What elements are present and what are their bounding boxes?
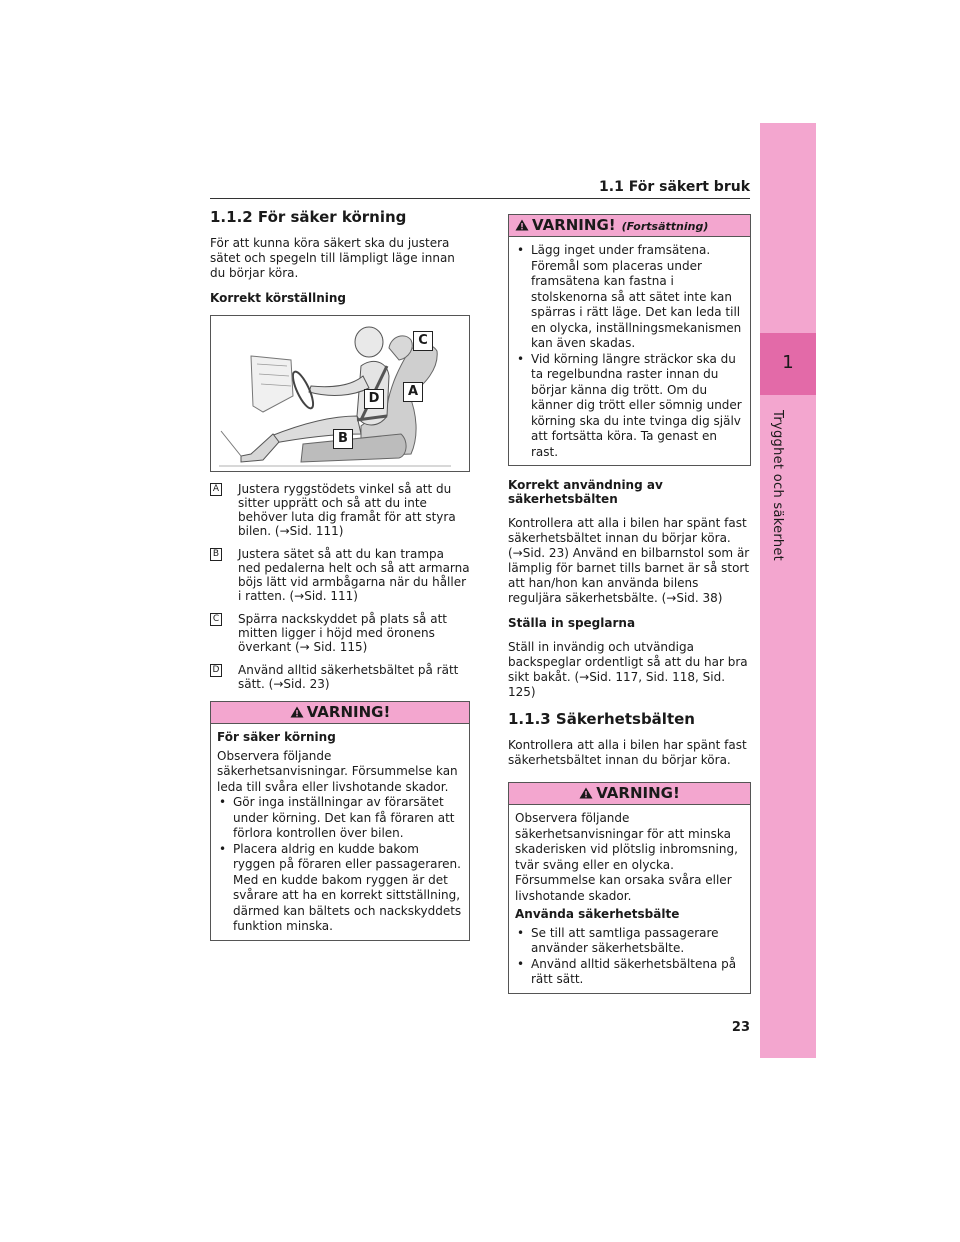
section-title-1-1-2: 1.1.2 För säker körning — [210, 208, 407, 226]
warning-header — [211, 702, 469, 724]
warning-subheading: För säker körning — [217, 730, 336, 744]
warning-bullet: • Se till att samtliga passagerare använder säkerhetsbälte. — [515, 926, 744, 957]
warning-header — [509, 783, 750, 805]
warning-bullet: • Använd alltid säkerhetsbältena på rätt sätt. — [515, 957, 744, 988]
warning-title: VARNING! — [596, 784, 680, 802]
legend-key-c: C — [210, 613, 222, 626]
warning-header — [509, 215, 750, 237]
mirror-heading: Ställa in speglarna — [508, 616, 636, 630]
legend-item-c — [210, 612, 470, 654]
chapter-side-tab — [760, 123, 816, 1058]
legend-text-d: Använd alltid säkerhetsbältet på rätt sätt. (→Sid. 23) — [238, 663, 459, 691]
legend-item-a — [210, 482, 470, 538]
warning-intro: Observera följande säkerhetsanvisningar för att minska skaderisken vid plötslig inbromsning, tvär sväng eller en olycka. Försummelse kan orsaka svåra eller livshotande skador. — [515, 811, 738, 903]
page-number: 23 — [731, 1020, 750, 1035]
warning-title: VARNING! — [306, 703, 391, 721]
warning-subheading: Använda säkerhetsbälte — [515, 907, 680, 921]
driving-posture-figure — [210, 315, 470, 472]
left-column — [210, 204, 470, 941]
warning-bullet: • Vid körning längre sträckor ska du ta regelbundna raster innan du börjar känna dig trött. Om du känner dig trött eller sömnig under körning ska du inte tvinga dig själv att fortsätta köra. Ta genast en rast. — [515, 352, 744, 461]
continued-label: (Fortsättning) — [621, 220, 709, 233]
legend-key-a: A — [210, 483, 222, 496]
figure-label-d: D — [364, 389, 384, 409]
warning-box-continued — [508, 214, 751, 466]
warning-box-seatbelts — [508, 782, 751, 994]
warning-bullet: • Gör inga inställningar av förarsätet under körning. Det kan få föraren att förlora kontrollen över bilen. — [217, 795, 463, 842]
legend-item-b — [210, 547, 470, 603]
figure-label-c: C — [413, 331, 433, 351]
warning-triangle-icon — [579, 787, 593, 799]
belt-usage-heading: Korrekt användning av säkerhetsbälten — [508, 478, 663, 506]
legend-key-b: B — [210, 548, 222, 561]
running-header: 1.1 För säkert bruk — [599, 179, 750, 195]
header-rule — [210, 198, 750, 199]
mirror-paragraph: Ställ in invändig och utvändiga backspeglar ordentligt så att du har bra sikt bakåt. (→Sid. 117, Sid. 118, Sid. 125) — [508, 640, 748, 699]
posture-heading: Korrekt körställning — [210, 291, 347, 305]
warning-triangle-icon — [515, 219, 529, 231]
section-title-1-1-3: 1.1.3 Säkerhetsbälten — [508, 710, 695, 728]
seatbelt-intro-paragraph: Kontrollera att alla i bilen har spänt fast säkerhetsbältet innan du börjar köra. — [508, 738, 747, 767]
warning-triangle-icon — [290, 706, 304, 718]
warning-bullet: • Placera aldrig en kudde bakom ryggen på föraren eller passageraren. Med en kudde bakom ryggen är det svårare att ha en korrekt sittställning, därmed kan bältets och nackskyddets funktion minska. — [217, 842, 463, 935]
figure-label-b: B — [333, 429, 353, 449]
warning-title: VARNING! — [532, 216, 616, 234]
figure-label-a: A — [403, 382, 423, 402]
chapter-title: Trygghet och säkerhet — [770, 410, 785, 562]
chapter-number: 1 — [782, 352, 794, 373]
warning-bullet: • Lägg inget under framsätena. Föremål som placeras under framsätena kan fastna i stolskenorna så att sätet inte kan spärras i rätt läge. Det kan leda till en olycka, inställningsmekanismen kan även skadas. — [515, 243, 744, 352]
warning-body — [509, 807, 750, 993]
warning-body — [509, 239, 750, 465]
warning-box-safe-driving — [210, 701, 470, 941]
legend-text-a: Justera ryggstödets vinkel så att du sitter upprätt och så att du inte behöver luta dig framåt för att styra bilen. (→Sid. 111) — [238, 482, 456, 538]
warning-intro: Observera följande säkerhetsanvisningar. Försummelse kan leda till svåra eller livshotande skador. — [217, 748, 458, 794]
legend-text-b: Justera sätet så att du kan trampa ned pedalerna helt och så att armarna böjs lätt vid armbågarna när du håller i ratten. (→Sid. 111) — [238, 547, 470, 603]
legend-text-c: Spärra nackskyddet på plats så att mitten ligger i höjd med öronens överkant (→ Sid. 115) — [238, 612, 447, 654]
legend-key-d: D — [210, 664, 222, 677]
intro-paragraph: För att kunna köra säkert ska du justera sätet och spegeln till lämpligt läge innan du börjar köra. — [210, 236, 455, 280]
warning-body — [211, 726, 469, 940]
belt-usage-paragraph: Kontrollera att alla i bilen har spänt fast säkerhetsbältet innan du börjar köra. (→Sid. 23) Använd en bilbarnstol som är lämplig för barnet tills barnet är så stort att han/hon kan använda bilens reguljära säkerhetsbälte. (→Sid. 38) — [508, 516, 750, 605]
legend-item-d — [210, 663, 470, 691]
right-column — [508, 214, 751, 994]
